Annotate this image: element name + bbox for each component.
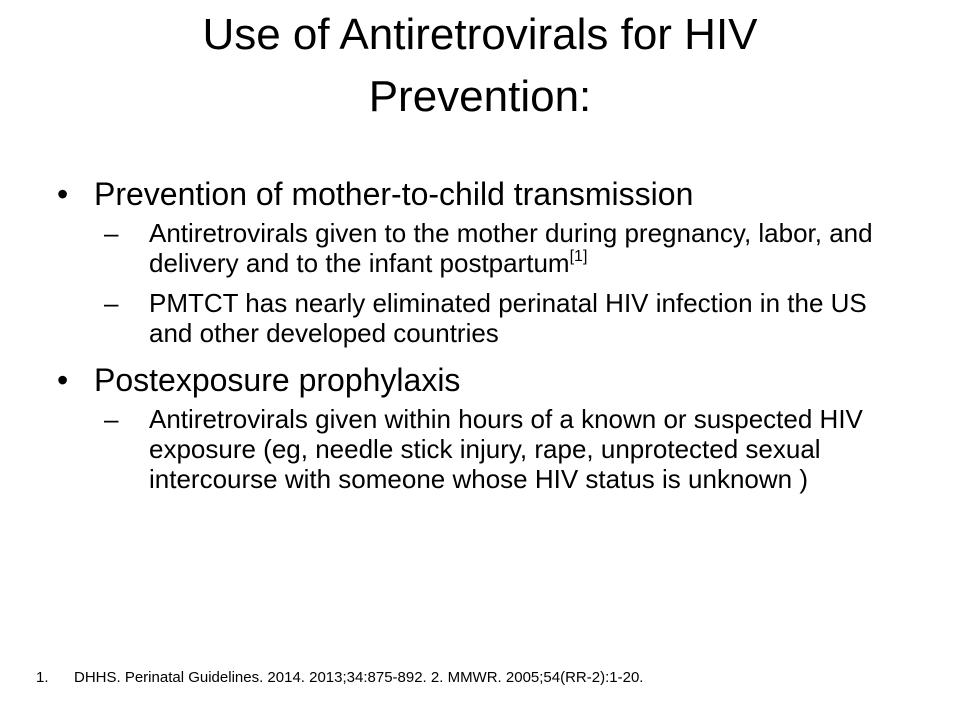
bullet-marker: • <box>57 176 69 212</box>
footnote-reference <box>36 668 936 688</box>
bullet-marker: • <box>57 362 69 398</box>
footnote-text: DHHS. Perinatal Guidelines. 2014. 2013;34:875-892. 2. MMWR. 2005;54(RR-2):1-20. <box>74 669 644 686</box>
title-line-2: Prevention: <box>368 72 592 121</box>
sub-item-text: Antiretrovirals given within hours of a known or suspected HIV exposure (eg, needle stick injury, rape, unprotected sexual intercourse with someone whose HIV status is unknown ) <box>149 404 863 494</box>
sub-item-text: PMTCT has nearly eliminated perinatal HIV infection in the US and other developed countries <box>149 288 867 348</box>
dash-marker: – <box>104 288 119 318</box>
bullet-list <box>57 172 907 504</box>
bullet-pmtct <box>57 172 907 348</box>
bullet-postexposure <box>57 358 907 494</box>
dash-marker: – <box>104 218 119 248</box>
sub-item-antiretrovirals-exposure <box>104 404 907 494</box>
citation-superscript: [1] <box>569 248 588 265</box>
sub-item-text: Antiretrovirals given to the mother during pregnancy, labor, and delivery and to the infant postpartum <box>149 218 873 278</box>
sub-list <box>94 404 907 494</box>
slide-title <box>80 4 880 128</box>
title-line-1: Use of Antiretrovirals for HIV <box>202 10 758 59</box>
footnote-number: 1. <box>36 669 49 686</box>
sub-item-antiretrovirals-mother <box>104 218 907 278</box>
bullet-text: Prevention of mother-to-child transmission <box>94 176 694 212</box>
sub-item-pmtct-eliminated <box>104 288 907 348</box>
sub-list <box>94 218 907 348</box>
bullet-text: Postexposure prophylaxis <box>94 362 461 398</box>
dash-marker: – <box>104 404 119 434</box>
